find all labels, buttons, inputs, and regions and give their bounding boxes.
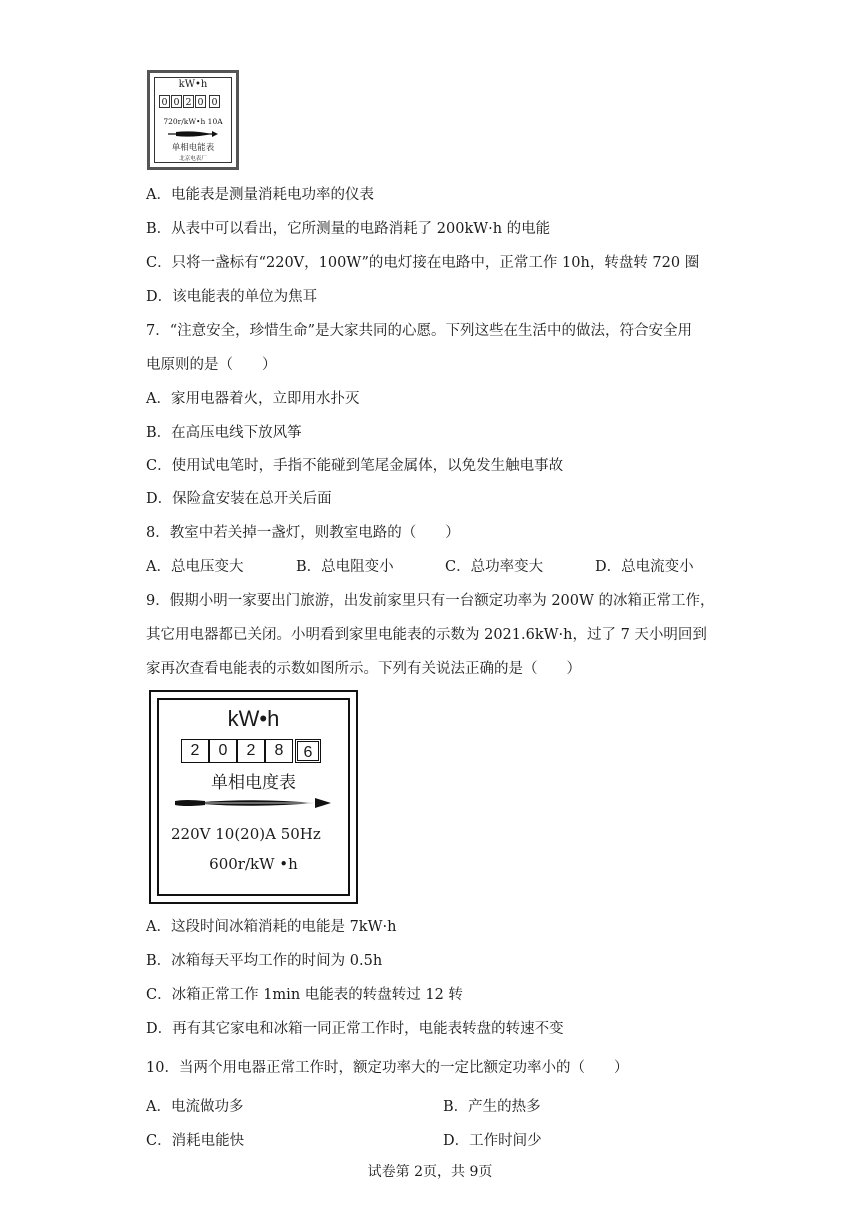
q6-option-c: C．只将一盏标有“220V，100W”的电灯接在电路中，正常工作 10h，转盘转 720 圈 (146, 255, 700, 271)
q6-option-d: D．该电能表的单位为焦耳 (146, 289, 318, 305)
meter-digit: 2 (183, 95, 194, 108)
meter-maker: 北京电表厂 (179, 156, 207, 162)
q10-stem: 10．当两个用电器正常工作时，额定功率大的一定比额定功率小的（ ） (146, 1060, 629, 1076)
electric-meter-figure-large (149, 690, 358, 904)
q9-option-b: B．冰箱每天平均工作的时间为 0.5h (146, 953, 383, 969)
meter-spec: 720r/kW•h 10A (163, 117, 223, 126)
q9-stem-line1: 9．假期小明一家要出门旅游，出发前家里只有一台额定功率为 200W 的冰箱正常工作， (146, 593, 715, 609)
meter-name: 单相电能表 (171, 143, 215, 153)
q8-option-a: A．总电压变大 (146, 559, 244, 575)
electric-meter-figure-small (147, 70, 239, 170)
q9-option-c: C．冰箱正常工作 1min 电能表的转盘转过 12 转 (146, 987, 463, 1003)
meter-decimal-digit: 0 (209, 95, 220, 108)
meter-digit: 0 (171, 95, 182, 108)
rotation-arrow-icon (168, 130, 218, 138)
q8-option-d: D．总电流变小 (595, 559, 694, 575)
q10-option-c: C．消耗电能快 (146, 1133, 245, 1149)
page-footer: 试卷第 2页，共 9页 (367, 1164, 493, 1180)
meter-name: 单相电度表 (211, 773, 296, 793)
meter-unit: kW•h (227, 706, 280, 731)
q9-option-d: D．再有其它家电和冰箱一同正常工作时，电能表转盘的转速不变 (146, 1021, 564, 1037)
meter-digit: 0 (159, 95, 170, 108)
q10-option-d: D．工作时间少 (443, 1133, 542, 1149)
q7-option-a: A．家用电器着火，立即用水扑灭 (146, 391, 360, 407)
meter-digit: 2 (237, 739, 265, 763)
q10-option-b: B．产生的热多 (443, 1099, 541, 1115)
meter-digit: 8 (265, 739, 293, 763)
q7-option-d: D．保险盒安装在总开关后面 (146, 491, 332, 507)
q9-stem-line3: 家再次查看电能表的示数如图所示。下列有关说法正确的是（ ） (146, 661, 581, 677)
meter-decimal-digit: 6 (295, 739, 321, 763)
q9-stem-line2: 其它用电器都已关闭。小明看到家里电能表的示数为 2021.6kW·h，过了 7 天小明回到 (146, 627, 707, 643)
q6-option-b: B．从表中可以看出，它所测量的电路消耗了 200kW·h 的电能 (146, 221, 551, 237)
meter-revolutions: 600r/kW •h (209, 855, 298, 873)
meter-digit: 0 (195, 95, 206, 108)
q7-stem-line2: 电原则的是（ ） (146, 357, 277, 373)
rotation-arrow-icon (175, 796, 331, 810)
q7-option-c: C．使用试电笔时，手指不能碰到笔尾金属体，以免发生触电事故 (146, 458, 564, 474)
q8-option-c: C．总功率变大 (445, 559, 544, 575)
q6-option-a: A．电能表是测量消耗电功率的仪表 (146, 187, 374, 203)
meter-digits (159, 95, 221, 108)
meter-unit: kW•h (178, 79, 208, 90)
q8-stem: 8．教室中若关掉一盏灯，则教室电路的（ ） (146, 525, 460, 541)
meter-digit: 0 (209, 739, 237, 763)
q10-option-a: A．电流做功多 (146, 1099, 244, 1115)
meter-digits (181, 739, 321, 763)
q8-option-b: B．总电阻变小 (296, 559, 394, 575)
q7-option-b: B．在高压电线下放风筝 (146, 425, 302, 441)
q7-stem-line1: 7．“注意安全，珍惜生命”是大家共同的心愿。下列这些在生活中的做法，符合安全用 (146, 323, 693, 339)
meter-spec: 220V 10(20)A 50Hz (171, 825, 321, 843)
q9-option-a: A．这段时间冰箱消耗的电能是 7kW·h (146, 919, 397, 935)
meter-digit: 2 (181, 739, 209, 763)
